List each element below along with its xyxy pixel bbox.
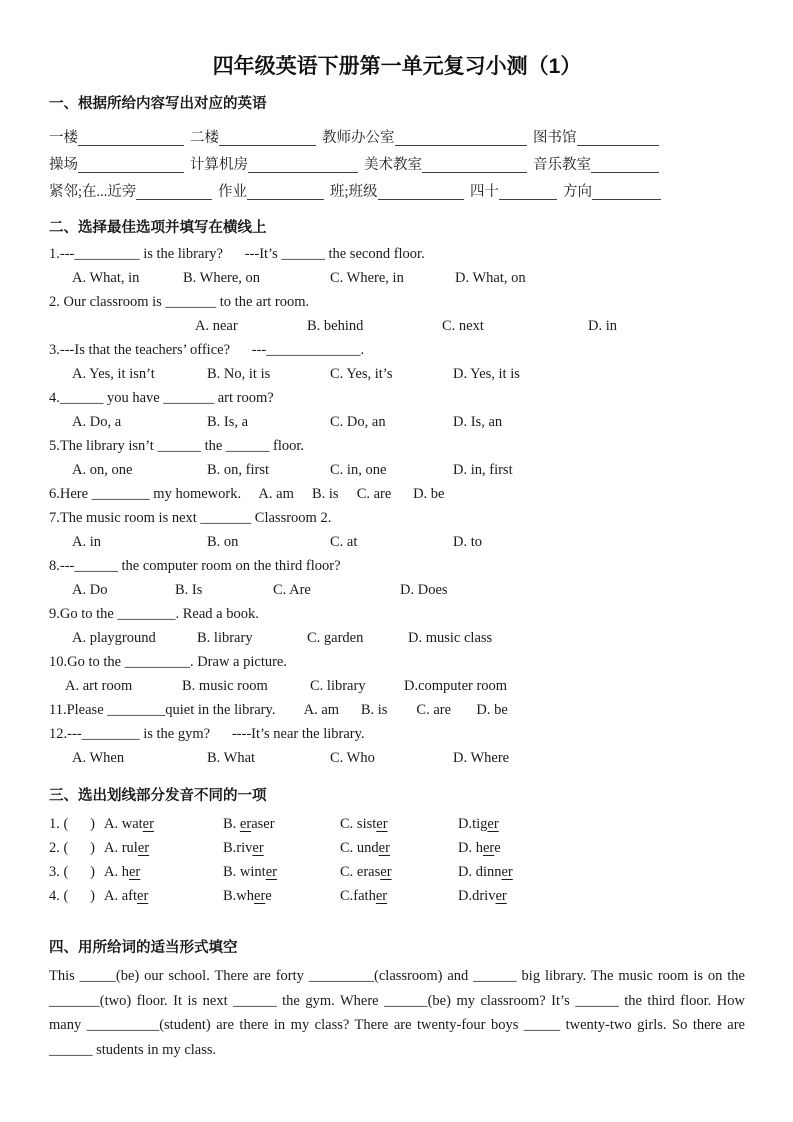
vocab-label: 一楼 xyxy=(49,130,78,146)
seg-pre: D. h xyxy=(458,840,483,856)
seg-pre: C. eras xyxy=(340,864,381,880)
vocab-label: 美术教室 xyxy=(364,157,422,173)
seg-pre: B. xyxy=(223,816,240,832)
question-1-options xyxy=(49,266,745,290)
option-b xyxy=(223,836,340,860)
question-2-text: 2. Our classroom is _______ to the art room. xyxy=(49,294,310,310)
option-a: A. When xyxy=(72,750,125,766)
option-a xyxy=(104,884,223,908)
vocab-label: 作业 xyxy=(218,184,247,200)
seg-pre: D.tig xyxy=(458,816,488,832)
page-title: 四年级英语下册第一单元复习小测（1） xyxy=(212,55,582,78)
option-c: C. Where, in xyxy=(330,270,404,286)
vocab-item xyxy=(190,156,358,175)
vocab-label: 图书馆 xyxy=(533,130,577,146)
answer-blank xyxy=(248,158,358,173)
answer-blank xyxy=(577,131,660,146)
vocab-item xyxy=(322,129,527,148)
question-7-text: 7.The music room is next _______ Classroom 2. xyxy=(49,510,332,526)
section-1-heading: 一、根据所给内容写出对应的英语 xyxy=(49,96,267,112)
answer-blank xyxy=(378,185,464,200)
question-12-options xyxy=(49,746,745,770)
seg-pre: C. und xyxy=(340,840,379,856)
seg-pre: B.wh xyxy=(223,888,255,904)
option-d xyxy=(458,884,745,908)
seg-underlined: er xyxy=(137,840,150,856)
vocab-item xyxy=(470,183,557,202)
vocab-row-3 xyxy=(49,175,745,202)
seg-pre: D. dinn xyxy=(458,864,502,880)
seg-pre: A. aft xyxy=(104,888,138,904)
question-number: 3. ( ) xyxy=(49,864,95,880)
option-d: D. Where xyxy=(453,750,510,766)
seg-pre: C. sist xyxy=(340,816,377,832)
option-a: A. on, one xyxy=(72,462,133,478)
section-4-heading: 四、用所给词的适当形式填空 xyxy=(49,940,238,956)
option-b: B. behind xyxy=(307,318,364,334)
seg-pre: A. wat xyxy=(104,816,143,832)
vocab-label: 操场 xyxy=(49,157,78,173)
seg-underlined: er xyxy=(254,888,266,904)
seg-underlined: er xyxy=(378,840,390,856)
question-3-text: 3.---Is that the teachers’ office? ---_____________. xyxy=(49,342,365,358)
answer-blank xyxy=(591,158,659,173)
option-d: D. to xyxy=(453,534,482,550)
answer-blank xyxy=(422,158,527,173)
question-number: 2. ( ) xyxy=(49,840,95,856)
seg-underlined: er xyxy=(487,816,499,832)
option-b: B. What xyxy=(207,750,256,766)
answer-blank xyxy=(219,131,316,146)
option-a: A. Do, a xyxy=(72,414,122,430)
seg-pre: B.riv xyxy=(223,840,253,856)
option-b: B. No, it is xyxy=(207,366,271,382)
vocab-label: 方向 xyxy=(563,184,592,200)
option-c: C. library xyxy=(310,678,366,694)
option-a: A. Yes, it isn’t xyxy=(72,366,155,382)
option-a xyxy=(104,836,223,860)
seg-underlined: er xyxy=(380,864,392,880)
option-d xyxy=(458,812,745,836)
option-b: B. Where, on xyxy=(183,270,261,286)
answer-blank xyxy=(395,131,528,146)
section-2-heading: 二、选择最佳选项并填写在横线上 xyxy=(49,220,267,236)
option-c: C. Who xyxy=(330,750,375,766)
phonics-row-2 xyxy=(49,836,745,860)
option-d xyxy=(458,860,745,884)
option-c: C. Do, an xyxy=(330,414,386,430)
option-b: B. on, first xyxy=(207,462,270,478)
answer-blank xyxy=(136,185,212,200)
option-c: C. Yes, it’s xyxy=(330,366,393,382)
seg-underlined: er xyxy=(482,840,495,856)
question-10-text: 10.Go to the _________. Draw a picture. xyxy=(49,654,287,670)
vocab-label: 四十 xyxy=(470,184,499,200)
phonics-row-4 xyxy=(49,884,745,908)
seg-pre: D.driv xyxy=(458,888,496,904)
question-number: 1. ( ) xyxy=(49,816,95,832)
option-c xyxy=(340,860,458,884)
vocab-item xyxy=(533,129,659,148)
vocab-item xyxy=(49,183,212,202)
question-12-text: 12.---________ is the gym? ----It’s near the library. xyxy=(49,726,365,742)
section-3-heading: 三、选出划线部分发音不同的一项 xyxy=(49,788,267,804)
phonics-row-1 xyxy=(49,812,745,836)
option-b: B. music room xyxy=(182,678,268,694)
option-b xyxy=(223,860,340,884)
seg-underlined: er xyxy=(239,816,252,832)
vocab-item xyxy=(49,156,184,175)
option-c xyxy=(340,836,458,860)
option-b xyxy=(223,884,340,908)
option-b: B. on xyxy=(207,534,239,550)
seg-underlined: er xyxy=(265,864,277,880)
option-b xyxy=(223,812,340,836)
option-d: D. Is, an xyxy=(453,414,503,430)
seg-underlined: er xyxy=(252,840,264,856)
option-a: A. What, in xyxy=(72,270,140,286)
option-c: C. in, one xyxy=(330,462,387,478)
question-4-text: 4.______ you have _______ art room? xyxy=(49,390,274,406)
option-a: A. art room xyxy=(65,678,133,694)
option-b: B. Is, a xyxy=(207,414,249,430)
seg-underlined: er xyxy=(375,888,388,904)
option-d: D. What, on xyxy=(455,270,526,286)
vocab-item xyxy=(49,129,184,148)
vocab-item xyxy=(218,183,324,202)
option-b: B. library xyxy=(197,630,253,646)
option-c: C. at xyxy=(330,534,358,550)
vocab-label: 教师办公室 xyxy=(322,130,395,146)
option-d: D. in xyxy=(588,318,617,334)
vocab-row-2 xyxy=(49,148,745,175)
question-7-options xyxy=(49,530,745,554)
seg-underlined: er xyxy=(137,888,149,904)
phonics-row-3 xyxy=(49,860,745,884)
option-d: D. in, first xyxy=(453,462,513,478)
option-a: A. in xyxy=(72,534,101,550)
seg-underlined: er xyxy=(501,864,513,880)
seg-underlined: er xyxy=(376,816,388,832)
seg-pre: A. h xyxy=(104,864,129,880)
vocab-label: 音乐教室 xyxy=(533,157,591,173)
vocab-label: 计算机房 xyxy=(190,157,248,173)
option-d: D.computer room xyxy=(404,678,508,694)
vocab-label: 班;班级 xyxy=(330,184,378,200)
answer-blank xyxy=(592,185,661,200)
question-4-options xyxy=(49,410,745,434)
answer-blank xyxy=(247,185,324,200)
option-a: A. near xyxy=(195,318,238,334)
question-10-options xyxy=(49,674,745,698)
option-c: C. next xyxy=(442,318,484,334)
vocab-item xyxy=(190,129,316,148)
vocab-item xyxy=(563,183,661,202)
option-d xyxy=(458,836,745,860)
seg-underlined: er xyxy=(128,864,141,880)
seg-underlined: er xyxy=(142,816,154,832)
option-a: A. Do xyxy=(72,582,108,598)
vocab-item xyxy=(330,183,464,202)
option-c xyxy=(340,884,458,908)
option-a: A. playground xyxy=(72,630,156,646)
option-d: D. Yes, it is xyxy=(453,366,520,382)
seg-post: aser xyxy=(251,816,275,832)
answer-blank xyxy=(499,185,557,200)
vocab-label: 紧邻;在...近旁 xyxy=(49,184,137,200)
vocab-label: 二楼 xyxy=(190,130,219,146)
seg-pre: A. rul xyxy=(104,840,138,856)
seg-pre: B. wint xyxy=(223,864,266,880)
seg-post: e xyxy=(494,840,501,856)
option-a xyxy=(104,812,223,836)
seg-post: e xyxy=(265,888,272,904)
question-3-options xyxy=(49,362,745,386)
option-a xyxy=(104,860,223,884)
seg-pre: C.fath xyxy=(340,888,376,904)
vocab-row-1 xyxy=(49,121,745,148)
question-9-options xyxy=(49,626,745,650)
question-1-text: 1.---_________ is the library? ---It’s ______ the second floor. xyxy=(49,246,425,262)
answer-blank xyxy=(78,158,184,173)
option-b: B. Is xyxy=(175,582,203,598)
answer-blank xyxy=(78,131,184,146)
cloze-paragraph: This _____(be) our school. There are forty _________(classroom) and ______ big library. The music room is on the _______(two) floor. It is next ______ the gym. Where ______(be) my classroom? It’s ______ the third floor. How many __________(student) are there in my class? There are twenty-four boys _____ twenty-two girls. So there are ______ students in my class. xyxy=(49,968,745,1058)
question-2-options xyxy=(49,314,745,338)
question-5-options xyxy=(49,458,745,482)
question-8-text: 8.---______ the computer room on the third floor? xyxy=(49,558,341,574)
question-number: 4. ( ) xyxy=(49,888,95,904)
option-c: C. garden xyxy=(307,630,364,646)
question-11-text: 11.Please ________quiet in the library. A. am B. is C. are D. be xyxy=(49,702,508,718)
option-c: C. Are xyxy=(273,582,311,598)
vocab-item xyxy=(364,156,527,175)
option-d: D. Does xyxy=(400,582,448,598)
seg-underlined: er xyxy=(495,888,507,904)
vocab-item xyxy=(533,156,659,175)
option-d: D. music class xyxy=(408,630,493,646)
question-8-options xyxy=(49,578,745,602)
question-6-text: 6.Here ________ my homework. A. am B. is C. are D. be xyxy=(49,486,445,502)
question-9-text: 9.Go to the ________. Read a book. xyxy=(49,606,259,622)
question-5-text: 5.The library isn’t ______ the ______ floor. xyxy=(49,438,305,454)
option-c xyxy=(340,812,458,836)
